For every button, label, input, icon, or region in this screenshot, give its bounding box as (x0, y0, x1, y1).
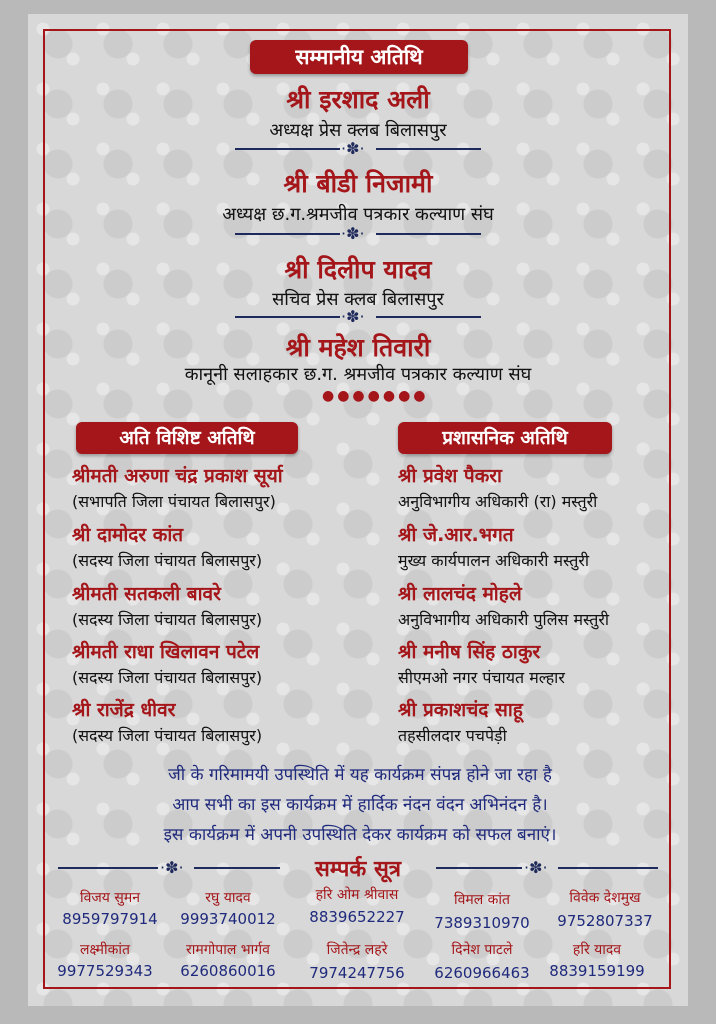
contact-name: हरि ओम श्रीवास (315, 887, 399, 903)
contact-phone: 8959797914 (62, 910, 158, 928)
contact-divider-right: ·✽· (436, 860, 658, 876)
honored-guest-desc: सचिव प्रेस क्लब बिलासपुर (272, 289, 444, 310)
admin-guest-name: श्री जे.आर.भगत (398, 524, 514, 546)
admin-guest-desc: मुख्य कार्यपालन अधिकारी मस्तुरी (398, 551, 590, 570)
contact-phone: 9752807337 (557, 912, 653, 930)
contact-phone: 6260966463 (434, 964, 530, 982)
message-line: जी के गरिमामयी उपस्थिति में यह कार्यक्रम संपन्न होने जा रहा है (168, 765, 552, 785)
honored-guests-ribbon (250, 40, 468, 74)
admin-guests-ribbon (398, 422, 612, 454)
contact-title (280, 853, 436, 883)
honored-guest-name: श्री दिलीप यादव (284, 255, 432, 284)
contact-divider-left: ·✽· (58, 860, 280, 876)
contact-phone: 9977529343 (57, 962, 153, 980)
contact-title-label: सम्पर्क सूत्र (315, 857, 401, 882)
vip-guest-desc: (सभापति जिला पंचायत बिलासपुर) (72, 492, 276, 511)
contact-name: दिनेश पाटले (451, 942, 513, 958)
contact-phone: 8839652227 (309, 908, 405, 926)
contact-phone: 8839159199 (549, 962, 645, 980)
vip-guest-name: श्रीमती राधा खिलावन पटेल (72, 641, 260, 663)
message-line: आप सभी का इस कार्यक्रम में हार्दिक नंदन वंदन अभिनंदन है। (172, 795, 548, 815)
admin-guest-desc: तहसीलदार पचपेड़ी (398, 726, 507, 745)
honored-guest-name: श्री बीडी निजामी (283, 169, 433, 198)
vip-guests-ribbon (76, 422, 298, 454)
honored-guest-desc: कानूनी सलाहकार छ.ग. श्रमजीव पत्रकार कल्याण संघ (184, 364, 532, 385)
admin-guest-desc: अनुविभागीय अधिकारी (रा) मस्तुरी (398, 492, 598, 511)
vip-guest-name: श्री दामोदर कांत (72, 524, 184, 546)
contact-name: रामगोपाल भार्गव (186, 942, 270, 958)
contact-name: विवेक देशमुख (569, 890, 641, 906)
admin-guests-ribbon-label: प्रशासनिक अतिथि (442, 427, 568, 449)
contact-name: जितेन्द्र लहरे (326, 942, 388, 958)
honored-guest-desc: अध्यक्ष प्रेस क्लब बिलासपुर (269, 120, 447, 141)
admin-guest-desc: अनुविभागीय अधिकारी पुलिस मस्तुरी (398, 610, 610, 629)
vip-guest-name: श्रीमती सतकली बावरे (72, 583, 221, 605)
admin-guest-name: श्री प्रकाशचंद साहू (398, 699, 523, 721)
admin-guest-desc: सीएमओ नगर पंचायत मल्हार (398, 668, 565, 687)
honored-guest-name: श्री महेश तिवारी (285, 333, 431, 362)
ornament-divider: ·✽· (235, 309, 481, 325)
admin-guest-name: श्री प्रवेश पैकरा (398, 465, 502, 487)
contact-name: हरि यादव (572, 942, 622, 958)
vip-guests-ribbon-label: अति विशिष्ट अतिथि (119, 427, 255, 449)
vip-guest-desc: (सदस्य जिला पंचायत बिलासपुर) (72, 610, 263, 629)
vip-guest-desc: (सदस्य जिला पंचायत बिलासपुर) (72, 668, 263, 687)
contact-name: विजय सुमन (80, 890, 140, 906)
contact-name: लक्ष्मीकांत (79, 942, 131, 958)
vip-guest-name: श्री राजेंद्र धीवर (72, 699, 176, 721)
contact-name: रघु यादव (205, 890, 251, 906)
contact-phone: 7389310970 (434, 914, 530, 932)
admin-guest-name: श्री लालचंद मोहले (398, 583, 522, 605)
ornament-divider: ·✽· (235, 141, 481, 157)
vip-guest-desc: (सदस्य जिला पंचायत बिलासपुर) (72, 551, 263, 570)
ornament-divider: ·✽· (235, 226, 481, 242)
message-line: इस कार्यक्रम में अपनी उपस्थिति देकर कार्यक्रम को सफल बनाएं। (163, 825, 557, 845)
honored-guests-ribbon-label: सम्मानीय अतिथि (295, 45, 423, 69)
honored-guest-name: श्री इरशाद अली (286, 85, 430, 114)
contact-phone: 9993740012 (180, 910, 276, 928)
contact-phone: 6260860016 (180, 962, 276, 980)
contact-phone: 7974247756 (309, 964, 405, 982)
vip-guest-desc: (सदस्य जिला पंचायत बिलासपुर) (72, 726, 263, 745)
contact-name: विमल कांत (453, 892, 511, 908)
honored-guest-desc: अध्यक्ष छ.ग.श्रमजीव पत्रकार कल्याण संघ (222, 204, 494, 225)
vip-guest-name: श्रीमती अरुणा चंद्र प्रकाश सूर्या (72, 465, 283, 487)
admin-guest-name: श्री मनीष सिंह ठाकुर (398, 641, 541, 663)
dots-divider: ●●●●●●● (322, 388, 429, 404)
